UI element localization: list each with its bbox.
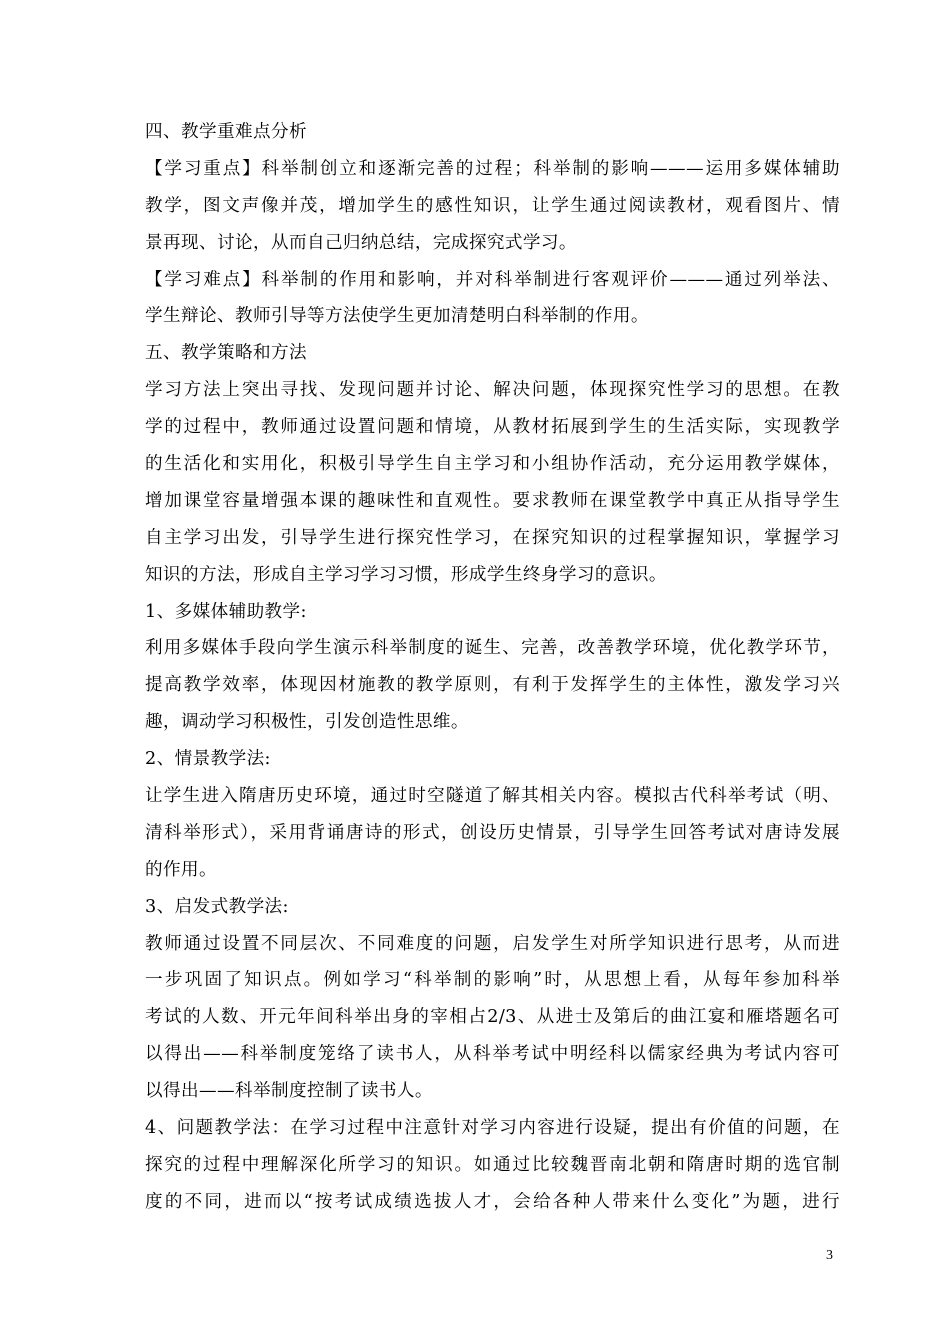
text-line: 的生活化和实用化，积极引导学生自主学习和小组协作活动，充分运用教学媒体， — [145, 454, 840, 475]
text-line: 3、启发式教学法: — [145, 896, 289, 917]
text-line: 一步巩固了知识点。例如学习“科举制的影响”时，从思想上看，从每年参加科举 — [145, 970, 840, 991]
text-line: 教师通过设置不同层次、不同难度的问题，启发学生对所学知识进行思考，从而进 — [145, 933, 840, 954]
text-line: 考试的人数、开元年间科举出身的宰相占2/3、从进士及第后的曲江宴和雁塔题名可 — [145, 1007, 840, 1028]
text-line: 【学习难点】科举制的作用和影响，并对科举制进行客观评价———通过列举法、 — [145, 269, 840, 290]
document-body — [145, 114, 840, 1221]
text-line: 学习方法上突出寻找、发现问题并讨论、解决问题，体现探究性学习的思想。在教 — [145, 380, 840, 401]
text-line: 探究的过程中理解深化所学习的知识。如通过比较魏晋南北朝和隋唐时期的选官制 — [145, 1154, 840, 1175]
text-line: 提高教学效率，体现因材施教的教学原则，有利于发挥学生的主体性，激发学习兴 — [145, 675, 840, 696]
text-line: 2、情景教学法: — [145, 749, 271, 770]
text-line: 以得出——科举制度控制了读书人。 — [145, 1081, 433, 1102]
text-line: 趣，调动学习积极性，引发创造性思维。 — [145, 712, 469, 733]
text-line: 学的过程中，教师通过设置问题和情境，从教材拓展到学生的生活实际，实现教学 — [145, 417, 840, 438]
text-line: 四、教学重难点分析 — [145, 122, 307, 142]
text-line: 【学习重点】科举制创立和逐渐完善的过程；科举制的影响———运用多媒体辅助 — [145, 158, 840, 179]
text-line: 度的不同，进而以“按考试成绩选拔人才，会给各种人带来什么变化”为题，进行 — [145, 1191, 840, 1212]
text-line: 景再现、讨论，从而自己归纳总结，完成探究式学习。 — [145, 232, 577, 253]
text-line: 让学生进入隋唐历史环境，通过时空隧道了解其相关内容。模拟古代科举考试（明、 — [145, 786, 840, 807]
text-line: 五、教学策略和方法 — [145, 343, 307, 364]
text-line: 的作用。 — [145, 859, 217, 880]
text-line: 知识的方法，形成自主学习学习习惯，形成学生终身学习的意识。 — [145, 564, 667, 585]
text-line: 自主学习出发，引导学生进行探究性学习，在探究知识的过程掌握知识，掌握学习 — [145, 527, 840, 548]
text-line: 学生辩论、教师引导等方法使学生更加清楚明白科举制的作用。 — [145, 306, 649, 327]
text-line: 教学，图文声像并茂，增加学生的感性知识，让学生通过阅读教材，观看图片、情 — [145, 195, 840, 216]
text-line: 利用多媒体手段向学生演示科举制度的诞生、完善，改善教学环境，优化教学环节， — [145, 638, 840, 659]
text-line: 4、问题教学法：在学习过程中注意针对学习内容进行设疑，提出有价值的问题，在 — [145, 1118, 840, 1139]
text-line: 增加课堂容量增强本课的趣味性和直观性。要求教师在课堂教学中真正从指导学生 — [145, 490, 840, 511]
text-line: 1、多媒体辅助教学: — [145, 601, 307, 622]
text-line: 清科举形式），采用背诵唐诗的形式，创设历史情景，引导学生回答考试对唐诗发展 — [145, 822, 840, 843]
page-number: 3 — [826, 1248, 833, 1263]
text-line: 以得出——科举制度笼络了读书人，从科举考试中明经科以儒家经典为考试内容可 — [145, 1044, 840, 1065]
